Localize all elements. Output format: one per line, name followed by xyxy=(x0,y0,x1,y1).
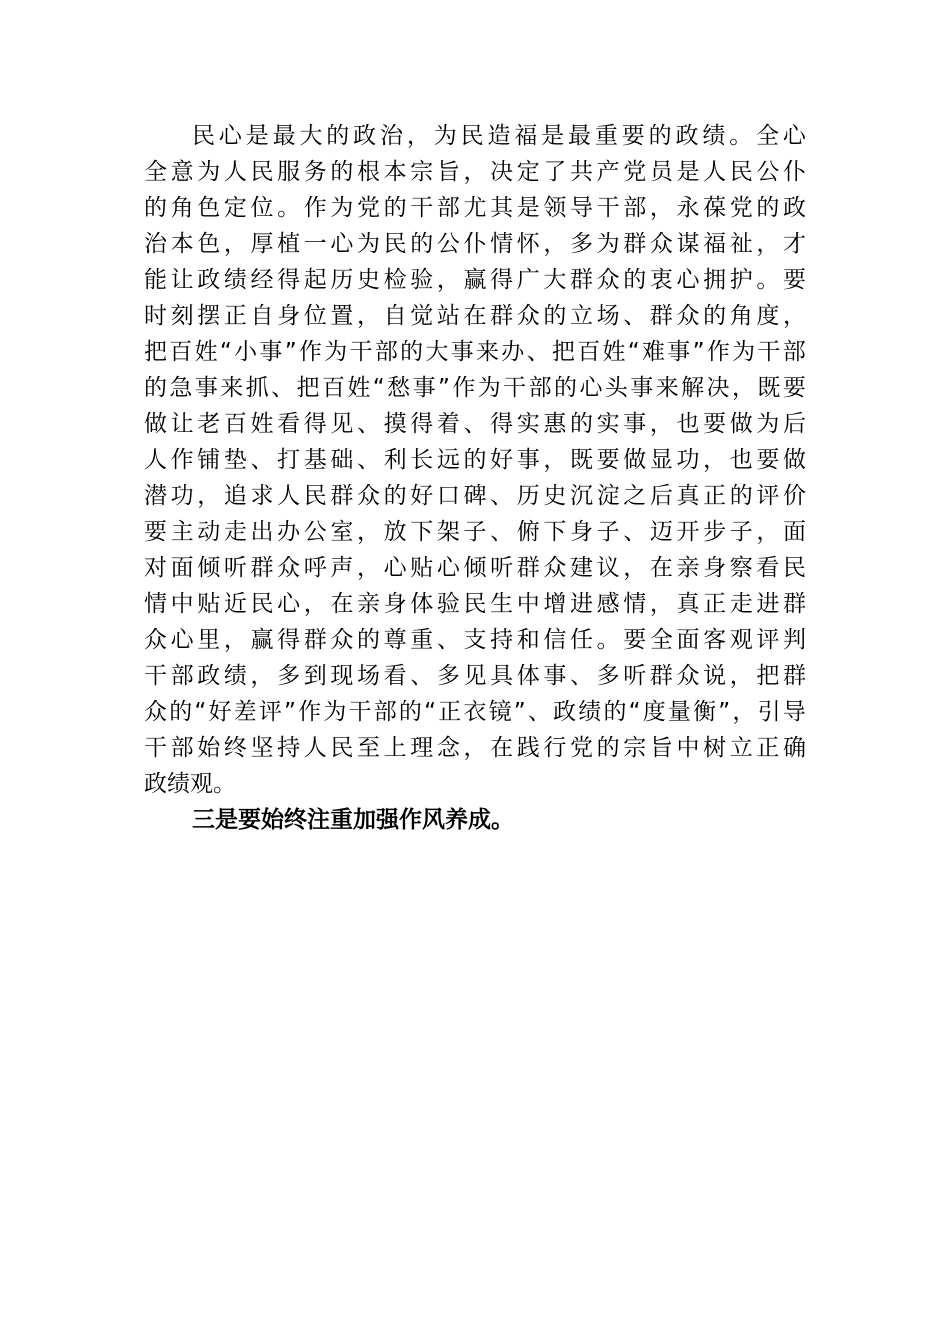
paragraph-line: 要 主 动 走 出 办 公 室 ， 放 下 架 子 、 俯 下 身 子 、 迈 开 步 子 ， 面 xyxy=(144,519,806,545)
paragraph-line: 的 急 事 来 抓 、 把 百 姓 “ 愁 事 ” 作 为 干 部 的 心 头 事 来 解 决 ， 既 要 xyxy=(144,375,806,401)
paragraph-line: 治 本 色 ， 厚 植 一 心 为 民 的 公 仆 情 怀 ， 多 为 群 众 谋 福 祉 ， 才 xyxy=(144,231,806,257)
paragraph-line: 情 中 贴 近 民 心 ， 在 亲 身 体 验 民 生 中 增 进 感 情 ， 真 正 走 进 群 xyxy=(144,591,806,617)
paragraph-line: 全 意 为 人 民 服 务 的 根 本 宗 旨 ， 决 定 了 共 产 党 员 是 人 民 公 仆 xyxy=(144,159,806,185)
paragraph-line: 潜 功 ， 追 求 人 民 群 众 的 好 口 碑 、 历 史 沉 淀 之 后 真 正 的 评 价 xyxy=(144,483,806,509)
paragraph-line: 民 心 是 最 大 的 政 治 ， 为 民 造 福 是 最 重 要 的 政 绩 。 全 心 xyxy=(192,123,806,149)
paragraph-line: 干 部 政 绩 ， 多 到 现 场 看 、 多 见 具 体 事 、 多 听 群 众 说 ， 把 群 xyxy=(144,663,806,689)
paragraph-line: 人 作 铺 垫 、 打 基 础 、 利 长 远 的 好 事 ， 既 要 做 显 功 ， 也 要 做 xyxy=(144,447,806,473)
paragraph-line: 众 的 “ 好 差 评 ” 作 为 干 部 的 “ 正 衣 镜 ” 、 政 绩 的 “ 度 量 衡 ” ， 引 导 xyxy=(144,699,806,725)
paragraph-line: 对 面 倾 听 群 众 呼 声 ， 心 贴 心 倾 听 群 众 建 议 ， 在 亲 身 察 看 民 xyxy=(144,555,806,581)
paragraph-line: 把 百 姓 “ 小 事 ” 作 为 干 部 的 大 事 来 办 、 把 百 姓 “ 难 事 ” 作 为 干 部 xyxy=(144,339,806,365)
paragraph-line: 的 角 色 定 位 。 作 为 党 的 干 部 尤 其 是 领 导 干 部 ， 永 葆 党 的 政 xyxy=(144,195,806,221)
section-heading: 三是要始终注重加强作风养成。 xyxy=(192,807,514,833)
paragraph-line: 能 让 政 绩 经 得 起 历 史 检 验 ， 赢 得 广 大 群 众 的 衷 心 拥 护 。 要 xyxy=(144,267,806,293)
document-body xyxy=(144,118,806,838)
paragraph-line: 干 部 始 终 坚 持 人 民 至 上 理 念 ， 在 践 行 党 的 宗 旨 中 树 立 正 确 xyxy=(144,735,806,761)
paragraph-line: 时 刻 摆 正 自 身 位 置 ， 自 觉 站 在 群 众 的 立 场 、 群 众 的 角 度 ， xyxy=(144,303,806,329)
paragraph-line: 做 让 老 百 姓 看 得 见 、 摸 得 着 、 得 实 惠 的 实 事 ， 也 要 做 为 后 xyxy=(144,411,806,437)
paragraph-line: 政绩观。 xyxy=(144,771,236,797)
paragraph-line: 众 心 里 ， 赢 得 群 众 的 尊 重 、 支 持 和 信 任 。 要 全 面 客 观 评 判 xyxy=(144,627,806,653)
